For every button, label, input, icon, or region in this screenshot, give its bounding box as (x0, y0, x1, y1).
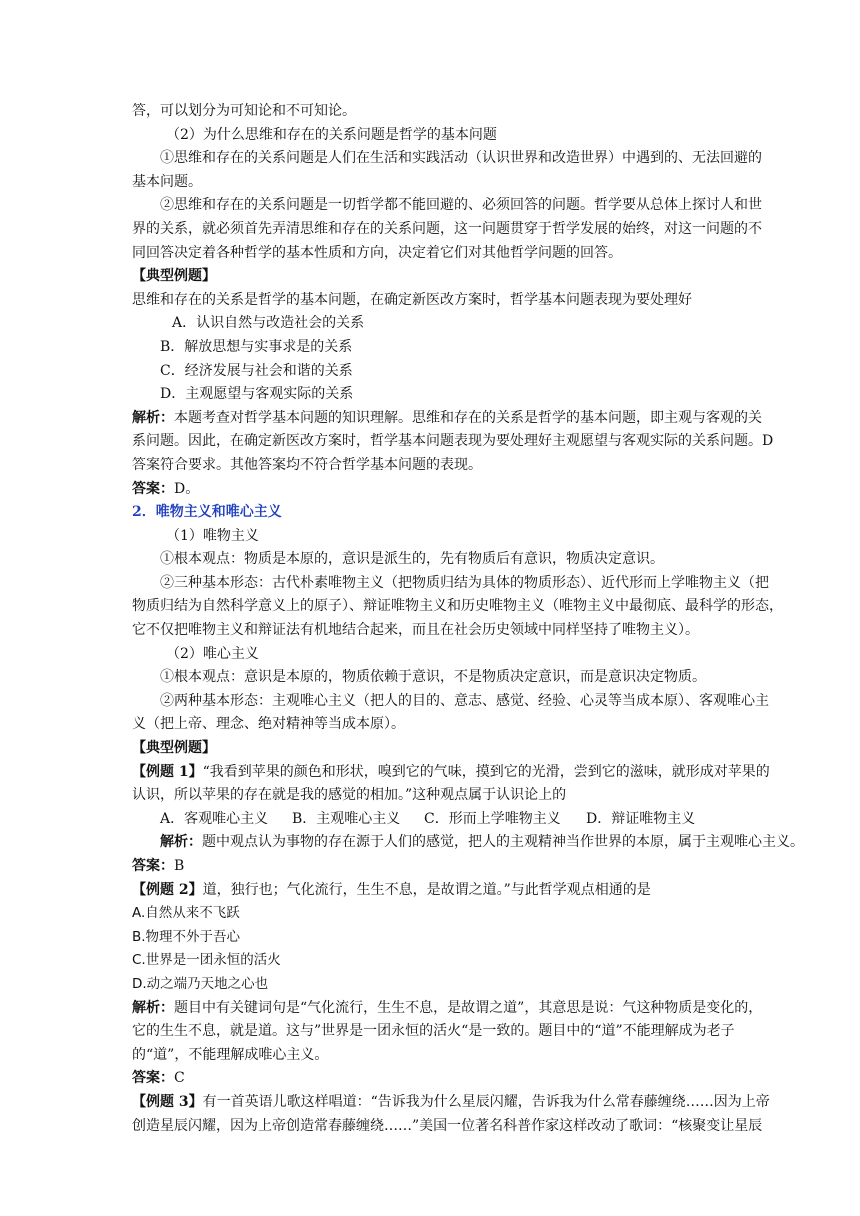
answer-line (132, 855, 822, 879)
paragraph-line: 答，可以划分为可知论和不可知论。 (132, 103, 356, 119)
option-a: A．认识自然与改造社会的关系 (172, 315, 365, 332)
paragraph-line: 基本问题。 (132, 173, 202, 190)
example-heading: 【典型例题】 (132, 268, 216, 285)
paragraph-line: ②两种基本形态：主观唯心主义（把人的目的、意志、感觉、经验、心灵等当成本原）、客观唯心主 (160, 692, 769, 709)
analysis-line (132, 831, 822, 855)
paragraph-line: 同回答决定着各种哲学的基本性质和方向，决定着它们对其他哲学问题的回答。 (132, 244, 622, 261)
option-c: C．经济发展与社会和谐的关系 (160, 362, 353, 379)
paragraph-line: 义（把上帝、理念、绝对精神等当成本原）。 (132, 716, 405, 733)
analysis-line (132, 997, 822, 1021)
question-text: “我看到苹果的颜色和形状，嗅到它的气味，摸到它的光滑，尝到它的滋味，就形成对苹果的 (202, 763, 770, 780)
paragraph-line: ①思维和存在的关系问题是人们在生活和实践活动（认识世界和改造世界）中遇到的、无法回避的 (160, 150, 762, 167)
question-text: 道，独行也；气化流行，生生不息，是故谓之道。”与此哲学观点相通的是 (202, 881, 651, 898)
analysis-label: 解析： (160, 834, 202, 851)
example-heading: 【典型例题】 (132, 740, 216, 757)
analysis-text: 题中观点认为事物的存在源于人们的感觉，把人的主观精神当作世界的本原，属于主观唯心主义。 (202, 834, 804, 851)
subheading: （2）为什么思维和存在的关系问题是哲学的基本问题 (166, 126, 497, 143)
analysis-line: 系问题。因此，在确定新医改方案时，哲学基本问题表现为要处理好主观愿望与客观实际的关系问题。D (132, 433, 774, 450)
answer-label: 答案： (132, 858, 174, 874)
paragraph-line: ②三种基本形态：古代朴素唯物主义（把物质归结为具体的物质形态）、近代形而上学唯物主义（把 (160, 574, 769, 591)
options-row (132, 808, 822, 832)
answer-line (132, 478, 822, 502)
option-d: D．主观愿望与客观实际的关系 (160, 386, 354, 403)
question-line (132, 879, 822, 903)
option-c: C．形而上学唯物主义 (424, 810, 561, 827)
question-line: 创造星辰闪耀，因为上帝创造常春藤缠绕……”美国一位著名科普作家这样改动了歌词：“核聚变让星辰 (132, 1117, 763, 1134)
subheading: （2）唯心主义 (166, 645, 259, 662)
analysis-label: 解析： (132, 409, 174, 426)
paragraph-line: 物质归结为自然科学意义上的原子）、辩证唯物主义和历史唯物主义（唯物主义中最彻底、最科学的形态， (132, 598, 783, 615)
analysis-text: 题目中有关键词句是“气化流行，生生不息，是故谓之道”，其意思是说：气这种物质是变化的， (174, 999, 763, 1016)
analysis-line: 它的生生不息，就是道。这与”世界是一团永恒的活火“是一致的。题目中的“道”不能理解成为老子 (132, 1023, 735, 1040)
question-line (132, 1091, 822, 1115)
analysis-line: 的“道”，不能理解成唯心主义。 (132, 1046, 329, 1063)
subheading: （1）唯物主义 (166, 527, 259, 544)
example-label: 【例题 1】 (132, 763, 203, 780)
question-text: 思维和存在的关系是哲学的基本问题，在确定新医改方案时，哲学基本问题表现为要处理好 (132, 291, 692, 308)
analysis-text: 本题考查对哲学基本问题的知识理解。思维和存在的关系是哲学的基本问题，即主观与客观的关 (174, 409, 762, 426)
question-line: 认识，所以苹果的存在就是我的感觉的相加。”这种观点属于认识论上的 (132, 787, 567, 804)
paragraph-line: ①根本观点：物质是本原的，意识是派生的，先有物质后有意识，物质决定意识。 (160, 551, 664, 568)
option-b: B．解放思想与实事求是的关系 (160, 338, 353, 355)
example-label: 【例题 2】 (132, 881, 203, 898)
question-text: 有一首英语儿歌这样唱道：“告诉我为什么星辰闪耀，告诉我为什么常春藤缠绕……因为上帝 (202, 1093, 770, 1110)
section-title: 2．唯物主义和唯心主义 (132, 504, 282, 521)
analysis-label: 解析： (132, 999, 174, 1016)
paragraph-line: ②思维和存在的关系问题是一切哲学都不能回避的、必须回答的问题。哲学要从总体上探讨人和世 (160, 197, 762, 214)
analysis-line: 答案符合要求。其他答案均不符合哲学基本问题的表现。 (132, 456, 482, 473)
answer-label: 答案： (132, 1070, 174, 1087)
example-label: 【例题 3】 (132, 1093, 203, 1110)
option-b: B．主观唯心主义 (292, 810, 401, 827)
answer-value: B (174, 858, 185, 874)
document-page (132, 100, 822, 1138)
option-b: B.物理不外于吾心 (132, 928, 241, 945)
paragraph-line: 它不仅把唯物主义和辩证法有机地结合起来，而且在社会历史领域中同样坚持了唯物主义）。 (132, 622, 699, 639)
paragraph-line: 界的关系，就必须首先弄清思维和存在的关系问题，这一问题贯穿于哲学发展的始终，对这一问题的不 (132, 220, 762, 237)
answer-value: D。 (174, 480, 200, 497)
answer-label: 答案： (132, 480, 174, 497)
option-d: D．辩证唯物主义 (586, 810, 696, 827)
option-c: C.世界是一团永恒的活火 (132, 952, 281, 969)
paragraph-line: ①根本观点：意识是本原的，物质依赖于意识，不是物质决定意识，而是意识决定物质。 (160, 669, 706, 686)
answer-line (132, 1067, 822, 1091)
analysis-line (132, 407, 822, 431)
option-d: D.动之端乃天地之心也 (132, 975, 269, 992)
question-line (132, 761, 822, 785)
option-a: A．客观唯心主义 (160, 810, 269, 827)
option-a: A.自然从来不飞跃 (132, 905, 240, 922)
answer-value: C (174, 1070, 185, 1087)
